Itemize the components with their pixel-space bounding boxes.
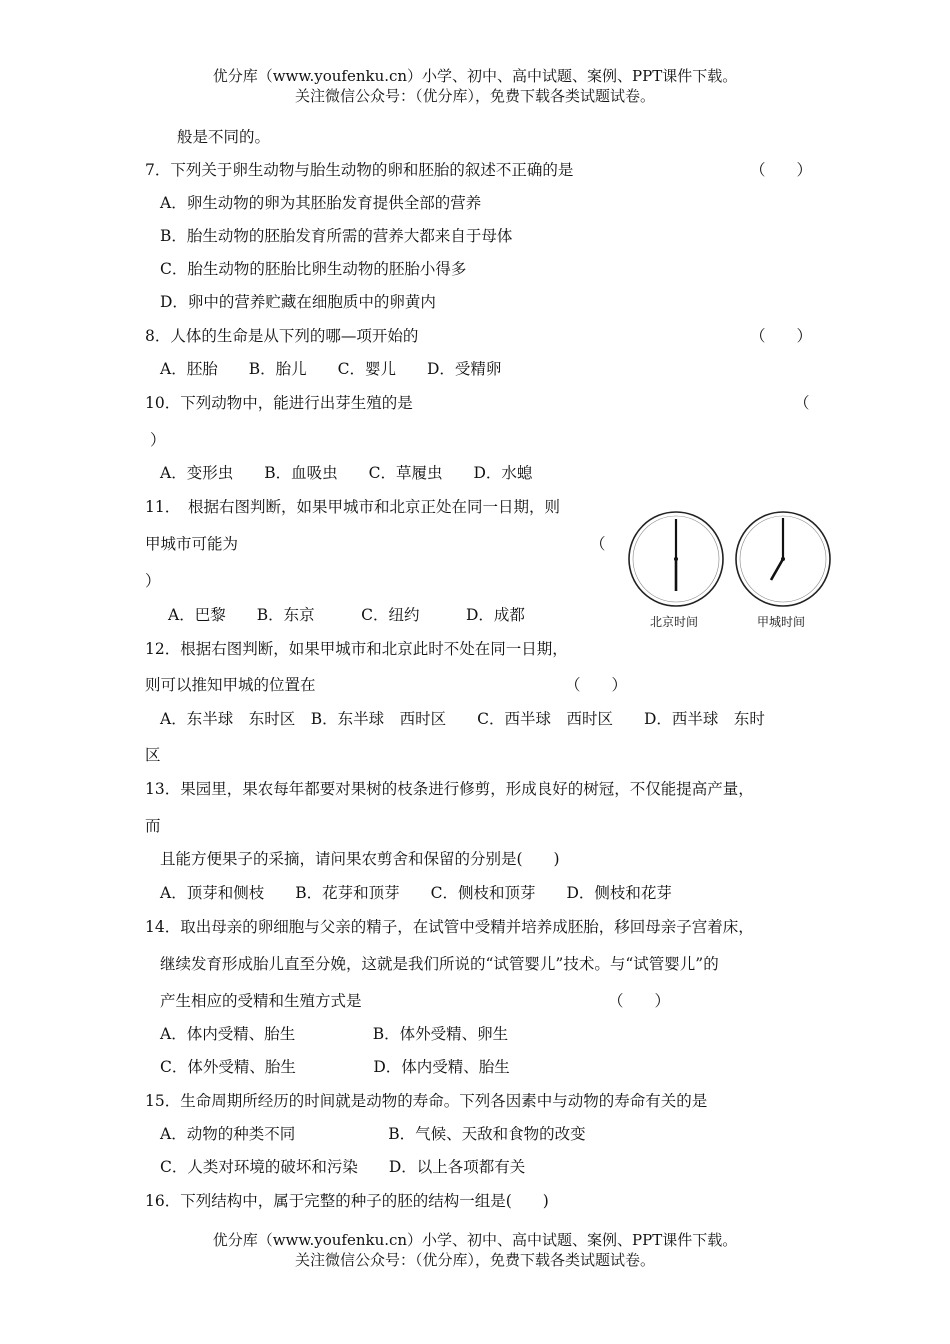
question-11-line-2: 甲城市可能为 bbox=[145, 535, 239, 553]
question-13-line-2: 且能方便果子的采摘，请问果农剪舍和保留的分别是( ) bbox=[160, 850, 560, 868]
q14-options-ab: A．体内受精、胎生 B．体外受精、卵生 bbox=[160, 1025, 509, 1043]
question-10: 10．下列动物中，能进行出芽生殖的是 bbox=[145, 394, 413, 412]
question-11-line-1: 11． 根据右图判断，如果甲城市和北京正处在同一日期，则 bbox=[145, 498, 560, 516]
q15-options-cd: C．人类对环境的破坏和污染 D．以上各项都有关 bbox=[160, 1158, 526, 1176]
q7-option-d: D．卵中的营养贮藏在细胞质中的卵黄内 bbox=[160, 293, 436, 311]
beijing-time-label: 北京时间 bbox=[650, 615, 699, 629]
q7-option-b: B．胎生动物的胚胎发育所需的营养大都来自于母体 bbox=[160, 227, 513, 245]
question-7: 7．下列关于卵生动物与胎生动物的卵和胚胎的叙述不正确的是 bbox=[145, 161, 574, 179]
q10-options: A．变形虫 B．血吸虫 C．草履虫 D．水螅 bbox=[160, 464, 533, 482]
question-8: 8．人体的生命是从下列的哪—项开始的 bbox=[145, 327, 419, 345]
footer-line-2: 关注微信公众号：（优分库），免费下载各类试题试卷。 bbox=[294, 1251, 655, 1269]
question-12-line-1: 12．根据右图判断，如果甲城市和北京此时不处在同一日期， bbox=[145, 640, 568, 658]
question-14-line-2: 继续发育形成胎儿直至分娩，这就是我们所说的“试管婴儿”技术。与“试管婴儿”的 bbox=[160, 955, 719, 973]
question-16: 16．下列结构中，属于完整的种子的胚的结构一组是( ) bbox=[145, 1192, 549, 1210]
beijing-clock bbox=[629, 512, 723, 606]
header-line-2: 关注微信公众号：（优分库），免费下载各类试题试卷。 bbox=[294, 87, 655, 105]
jiacheng-clock-center bbox=[781, 557, 785, 561]
q8-answer-blank: （ ） bbox=[750, 327, 813, 345]
q7-option-c: C．胎生动物的胚胎比卵生动物的胚胎小得多 bbox=[160, 260, 467, 278]
question-12-line-2: 则可以推知甲城的位置在 bbox=[145, 676, 316, 694]
q15-options-ab: A．动物的种类不同 B．气候、天敌和食物的改变 bbox=[160, 1125, 586, 1143]
q12-options-wrap: 区 bbox=[145, 746, 161, 764]
jiacheng-hour-hand bbox=[771, 559, 783, 580]
q11-answer-blank-close: ） bbox=[145, 572, 161, 590]
q7-answer-blank: （ ） bbox=[750, 161, 813, 179]
q14-answer-blank: （ ） bbox=[608, 992, 671, 1010]
q13-options: A．顶芽和侧枝 B．花芽和顶芽 C．侧枝和顶芽 D．侧枝和花芽 bbox=[160, 884, 672, 902]
q8-options: A．胚胎 B．胎儿 C．婴儿 D．受精卵 bbox=[160, 360, 502, 378]
clock-diagram bbox=[618, 505, 848, 615]
jiacheng-time-label: 甲城时间 bbox=[757, 615, 806, 629]
question-14-line-3: 产生相应的受精和生殖方式是 bbox=[160, 992, 362, 1010]
q12-options: A．东半球 东时区 B．东半球 西时区 C．西半球 西时区 D．西半球 东时 bbox=[160, 710, 765, 728]
q14-options-cd: C．体外受精、胎生 D．体内受精、胎生 bbox=[160, 1058, 510, 1076]
q10-answer-blank-open: （ bbox=[794, 394, 810, 412]
q12-answer-blank: （ ） bbox=[565, 676, 628, 694]
header-line-1: 优分库（www.youfenku.cn）小学、初中、高中试题、案例、PPT课件下载。 bbox=[212, 67, 738, 85]
footer-line-1: 优分库（www.youfenku.cn）小学、初中、高中试题、案例、PPT课件下载。 bbox=[212, 1231, 738, 1249]
q11-options: A．巴黎 B．东京 C．纽约 D．成都 bbox=[168, 606, 525, 624]
question-15: 15．生命周期所经历的时间就是动物的寿命。下列各因素中与动物的寿命有关的是 bbox=[145, 1092, 708, 1110]
q10-answer-blank-close: ） bbox=[150, 431, 166, 449]
question-14-line-1: 14．取出母亲的卵细胞与父亲的精子，在试管中受精并培养成胚胎，移回母亲子宫着床， bbox=[145, 918, 754, 936]
q7-option-a: A．卵生动物的卵为其胚胎发育提供全部的营养 bbox=[160, 194, 482, 212]
jiacheng-clock bbox=[736, 512, 830, 606]
continuation-line: 般是不同的。 bbox=[177, 128, 271, 146]
question-13-wrap: 而 bbox=[145, 817, 161, 835]
q11-answer-blank-open: （ bbox=[590, 535, 606, 553]
clock-figure bbox=[618, 505, 848, 640]
question-13-line-1: 13．果园里，果农每年都要对果树的枝条进行修剪，形成良好的树冠，不仅能提高产量， bbox=[145, 780, 754, 798]
beijing-clock-center bbox=[674, 557, 678, 561]
